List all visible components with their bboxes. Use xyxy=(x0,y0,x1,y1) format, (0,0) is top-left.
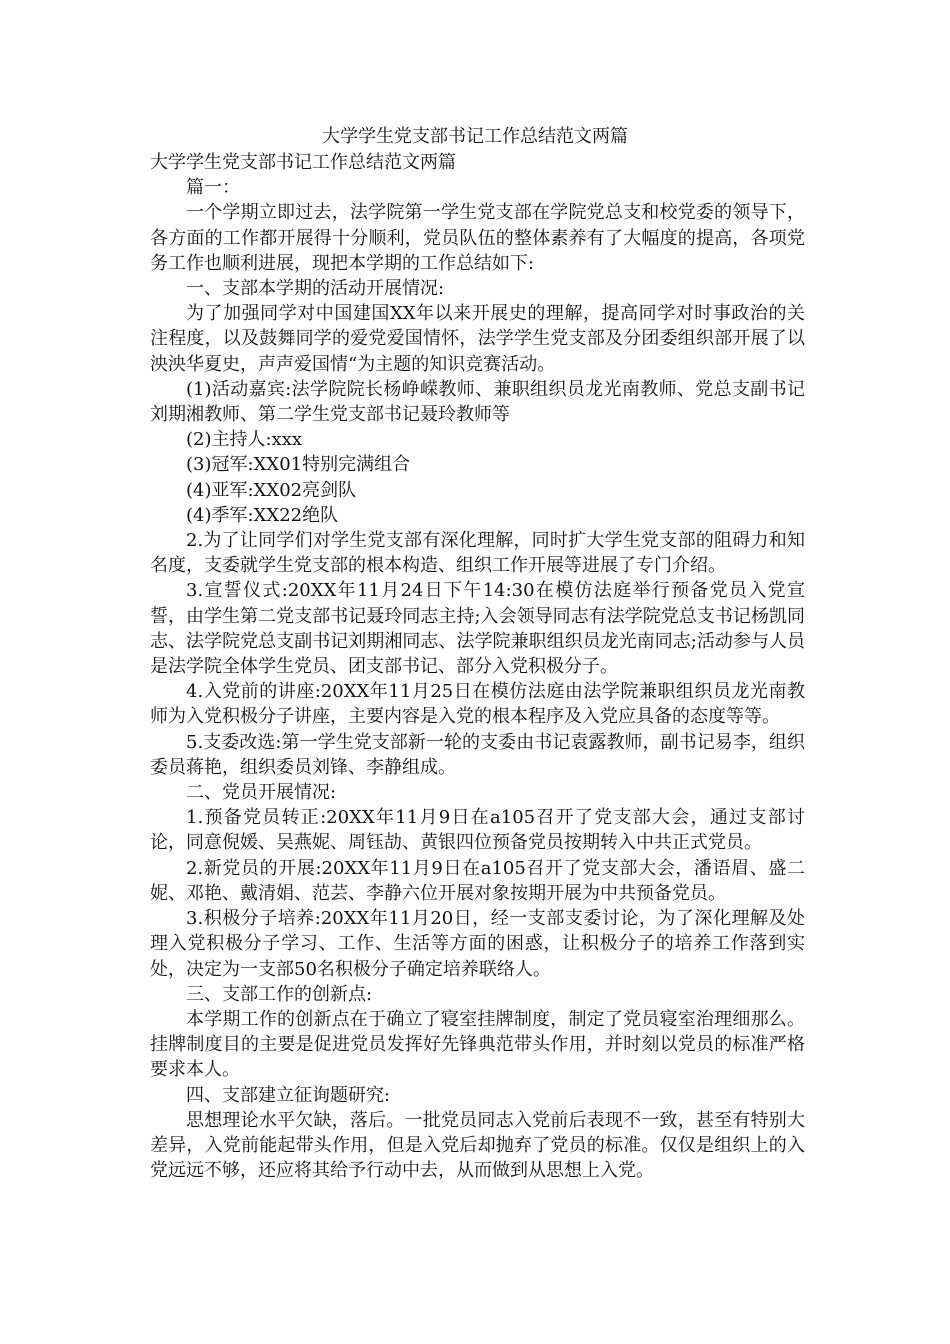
paragraph: (2)主持人:xxx xyxy=(186,429,303,451)
paragraph: 二、党员开展情况: xyxy=(186,782,337,804)
paragraph: 3.宣誓仪式:20XX年11月24日下午14:30在模仿法庭举行预备党员入党宣誓，由学生第二党支部书记聂玲同志主持;入会领导同志有法学院党总支书记杨凯同志、法学院党总支副书记刘期湘同志、法学院兼职组织员龙光南同志;活动参与人员是法学院全体学生党员、团支部书记、部分入党积极分子。 xyxy=(150,580,805,678)
paragraph: 三、支部工作的创新点: xyxy=(186,983,373,1005)
paragraph: 1.预备党员转正:20XX年11月9日在a105召开了党支部大会，通过支部讨论，同意倪媛、吴燕妮、周钰劼、黄银四位预备党员按期转入中共正式党员。 xyxy=(150,807,805,854)
paragraph: (4)亚军:XX02亮剑队 xyxy=(186,479,357,501)
paragraph: (4)季军:XX22绝队 xyxy=(186,504,339,526)
paragraph: 一、支部本学期的活动开展情况: xyxy=(186,278,445,300)
paragraph: (1)活动嘉宾:法学院院长杨峥嵘教师、兼职组织员龙光南教师、党总支副书记刘期湘教师、第二学生党支部书记聂玲教师等 xyxy=(150,378,805,426)
paragraph: 2.新党员的开展:20XX年11月9日在a105召开了党支部大会，潘语眉、盛二妮、邓艳、戴清娟、范芸、李静六位开展对象按期开展为中共预备党员。 xyxy=(150,857,805,904)
paragraph: 篇一： xyxy=(186,177,240,199)
paragraph: (3)冠军:XX01特别完满组合 xyxy=(186,454,411,476)
paragraph: 3.积极分子培养:20XX年11月20日，经一支部支委讨论，为了深化理解及处理入党积极分子学习、工作、生活等方面的困惑，让积极分子的培养工作落到实处，决定为一支部50名积极分子确定培养联络人。 xyxy=(150,908,805,980)
document-subtitle: 大学学生党支部书记工作总结范文两篇 xyxy=(150,152,456,173)
paragraph: 本学期工作的创新点在于确立了寝室挂牌制度，制定了党员寝室治理细那么。挂牌制度目的主要是促进党员发挥好先锋典范带头作用，并时刻以党员的标准严格要求本人。 xyxy=(150,1008,805,1081)
document-body xyxy=(150,150,805,1183)
paragraph: 4.入党前的讲座:20XX年11月25日在模仿法庭由法学院兼职组织员龙光南教师为入党积极分子讲座，主要内容是入党的根本程序及入党应具备的态度等等。 xyxy=(150,681,805,728)
paragraph: 2.为了让同学们对学生党支部有深化理解，同时扩大学生党支部的阻碍力和知名度，支委就学生党支部的根本构造、组织工作开展等进展了专门介绍。 xyxy=(150,530,805,577)
paragraph: 一个学期立即过去，法学院第一学生党支部在学院党总支和校党委的领导下，各方面的工作都开展得十分顺利，党员队伍的整体素养有了大幅度的提高，各项党务工作也顺利进展，现把本学期的工作总结如下: xyxy=(150,202,805,274)
paragraph: 5.支委改选:第一学生党支部新一轮的支委由书记袁露教师，副书记易李，组织委员蒋艳，组织委员刘锋、李静组成。 xyxy=(150,731,805,778)
paragraph: 思想理论水平欠缺，落后。一批党员同志入党前后表现不一致，甚至有特别大差异，入党前能起带头作用，但是入党后却抛弃了党员的标准。仅仅是组织上的入党远远不够，还应将其给予行动中去，从而做到从思想上入党。 xyxy=(150,1109,805,1182)
paragraph: 为了加强同学对中国建国XX年以来开展史的理解，提高同学对时事政治的关注程度，以及鼓舞同学的爱党爱国情怀，法学学生党支部及分团委组织部开展了以泱泱华夏史，声声爱国情“为主题的知识竞赛活动。 xyxy=(150,303,805,375)
paragraph: 四、支部建立征询题研究: xyxy=(186,1084,391,1106)
document-title: 大学学生党支部书记工作总结范文两篇 xyxy=(322,126,628,147)
